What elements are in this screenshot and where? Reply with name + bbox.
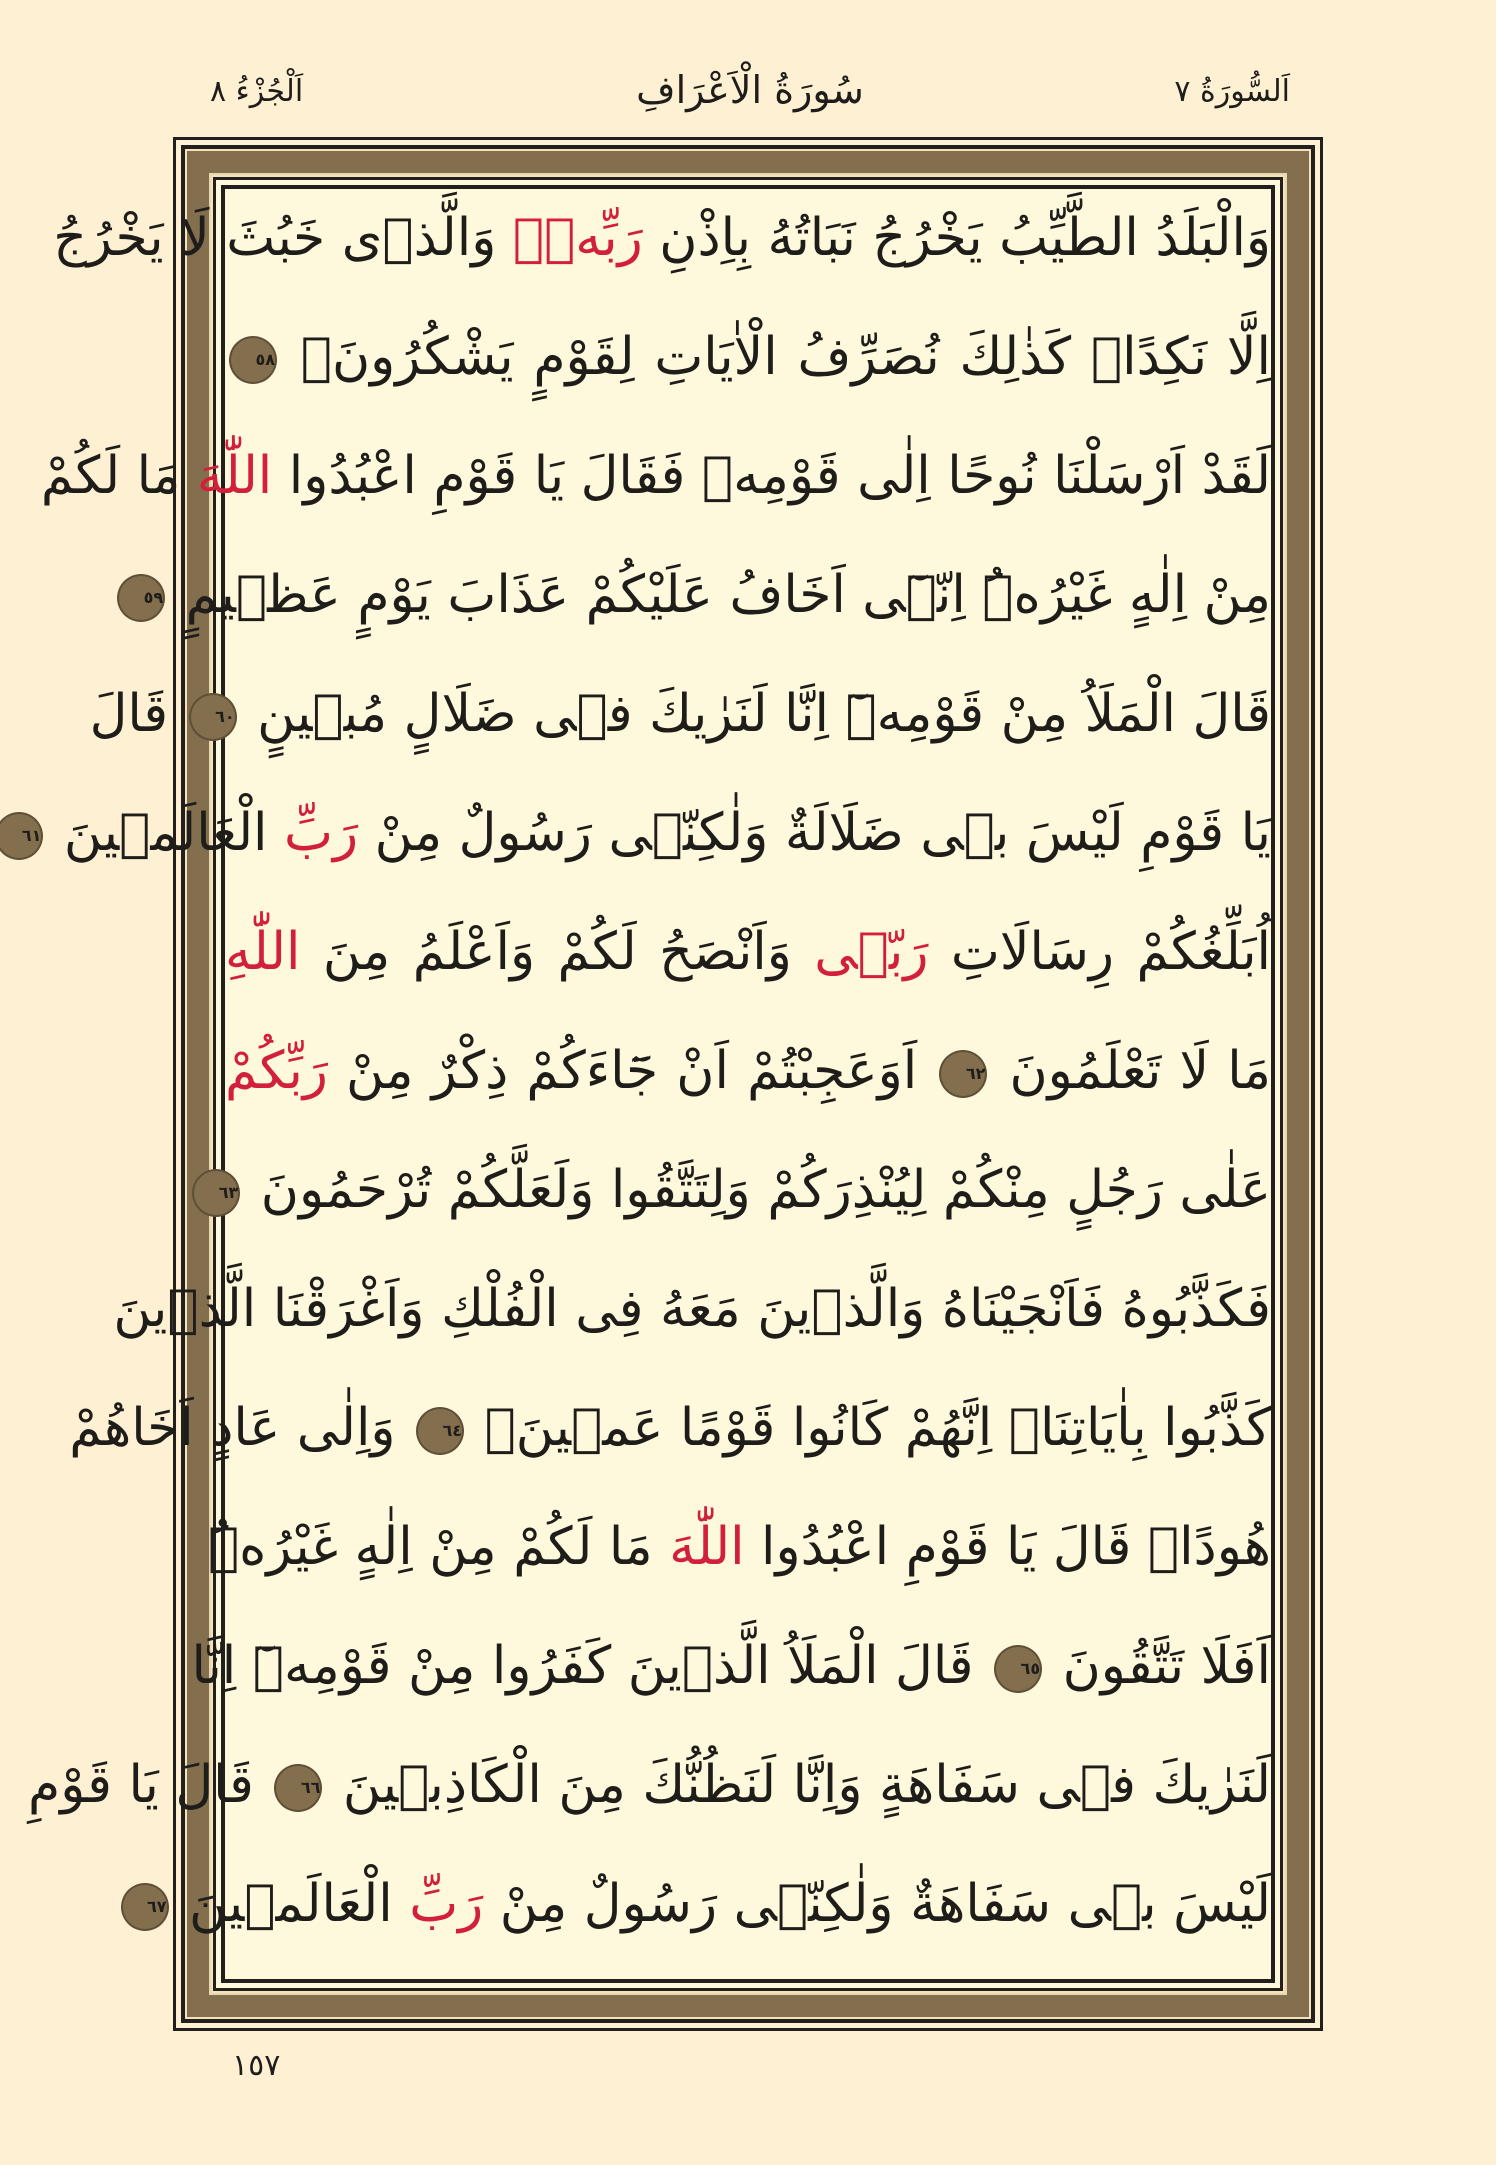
verse-text: مَا لَا تَعْلَمُونَ [991,1041,1272,1101]
highlighted-word: رَبِّ [409,1874,484,1934]
verse-text: فَكَذَّبُوهُ فَاَنْجَيْنَاهُ وَالَّذٖينَ مَعَهُ فِى الْفُلْكِ وَاَغْرَقْنَا الَّذٖينَ [113,1279,1271,1339]
verse-text: وَالَّذٖى خَبُثَ لَا يَخْرُجُ [53,208,513,268]
verse-text: وَاِلٰى عَادٍ اَخَاهُمْ [69,1398,413,1458]
highlighted-word: اللّٰهَ [669,1517,745,1577]
text-line [53,180,1271,296]
text-line [225,1013,1271,1129]
text-line [89,656,1271,772]
juz-label: اَلْجُزْءُ ٨ [210,74,304,109]
text-line [225,299,1271,415]
text-line [225,894,1271,1010]
verse-text: الْعَالَمٖينَ [172,1874,410,1934]
text-line [191,1608,1271,1724]
verse-text: عَلٰى رَجُلٍ مِنْكُمْ لِيُنْذِرَكُمْ وَلِتَتَّقُوا وَلَعَلَّكُمْ تُرْحَمُونَ [244,1160,1271,1220]
verse-text: مَا لَكُمْ [40,446,197,506]
quran-text-body [21,180,1272,2010]
verse-text: قَالَ يَا قَوْمِ [28,1755,271,1815]
verse-text: اَوَعَجِبْتُمْ اَنْ جَٓاءَكُمْ ذِكْرٌ مِنْ [327,1041,936,1101]
surah-number-label: اَلسُّورَةُ ٧ [1174,74,1290,109]
verse-text: لَيْسَ بٖى سَفَاهَةٌ وَلٰكِنّٖى رَسُولٌ مِنْ [483,1874,1271,1934]
highlighted-word: اللّٰهَ [196,446,273,506]
text-line [147,1846,1271,1962]
verse-text: قَالَ [89,684,185,744]
verse-text: هُودًاۜ قَالَ يَا قَوْمِ اعْبُدُوا [744,1517,1271,1577]
verse-marker: ٦٢ [941,1052,985,1096]
highlighted-word: اللّٰهِ [225,922,301,982]
text-line [143,537,1271,653]
verse-text: وَالْبَلَدُ الطَّيِّبُ يَخْرُجُ نَبَاتُهُ بِاِذْنِ [642,208,1271,268]
verse-marker: ٦١ [0,814,41,858]
highlighted-word: رَبِّهٖۚ [512,208,643,268]
text-line [218,1132,1271,1248]
verse-text: اَفَلَا تَتَّقُونَ [1046,1636,1271,1696]
verse-marker: ٥٩ [119,576,163,620]
verse-text: لَقَدْ اَرْسَلْنَا نُوحًا اِلٰى قَوْمِهٖ فَقَالَ يَا قَوْمِ اعْبُدُوا [272,446,1271,506]
text-line [28,1727,1271,1843]
verse-text: قَالَ الْمَلَاُ مِنْ قَوْمِهٖٓ اِنَّا لَنَرٰيكَ فٖى ضَلَالٍ مُبٖينٍ [240,684,1271,744]
verse-marker: ٦٧ [123,1885,167,1929]
verse-text: كَذَّبُوا بِاٰيَاتِنَاۜ اِنَّهُمْ كَانُوا قَوْمًا عَمٖينَ۟ [468,1398,1271,1458]
surah-title: سُورَةُ الْاَعْرَافِ [636,68,864,112]
verse-text: مِنْ اِلٰهٍ غَيْرُهُۜ اِنّٖٓى اَخَافُ عَلَيْكُمْ عَذَابَ يَوْمٍ عَظٖيمٍ [169,565,1271,625]
verse-text: وَاَنْصَحُ لَكُمْ وَاَعْلَمُ مِنَ [300,922,815,982]
text-line [207,1489,1271,1605]
verse-marker: ٦٥ [996,1647,1040,1691]
page-header [210,68,1290,118]
verse-text: اُبَلِّغُكُمْ رِسَالَاتِ [928,922,1271,982]
verse-text: قَالَ الْمَلَاُ الَّذٖينَ كَفَرُوا مِنْ قَوْمِهٖٓ اِنَّا [191,1636,991,1696]
verse-marker: ٦٣ [194,1171,238,1215]
text-line [40,418,1271,534]
verse-marker: ٦٦ [276,1766,320,1810]
page-number: ١٥٧ [232,2048,281,2083]
text-line [21,775,1271,891]
highlighted-word: رَبِّكُمْ [225,1041,328,1101]
verse-marker: ٥٨ [231,338,275,382]
verse-text: لَنَرٰيكَ فٖى سَفَاهَةٍ وَاِنَّا لَنَظُنُّكَ مِنَ الْكَاذِبٖينَ [326,1755,1271,1815]
text-line [69,1370,1271,1486]
verse-text: يَا قَوْمِ لَيْسَ بٖى ضَلَالَةٌ وَلٰكِنّٖى رَسُولٌ مِنْ [358,803,1271,863]
verse-text: الْعَالَمٖينَ [47,803,285,863]
verse-text: مَا لَكُمْ مِنْ اِلٰهٍ غَيْرُهُۜ [207,1517,670,1577]
highlighted-word: رَبِّ [284,803,359,863]
verse-marker: ٦٠ [191,695,235,739]
highlighted-word: رَبّٖى [814,922,929,982]
verse-marker: ٦٤ [418,1409,462,1453]
verse-text: اِلَّا نَكِدًاۜ كَذٰلِكَ نُصَرِّفُ الْاٰيَاتِ لِقَوْمٍ يَشْكُرُونَ۟ [281,327,1271,387]
text-line [113,1251,1271,1367]
